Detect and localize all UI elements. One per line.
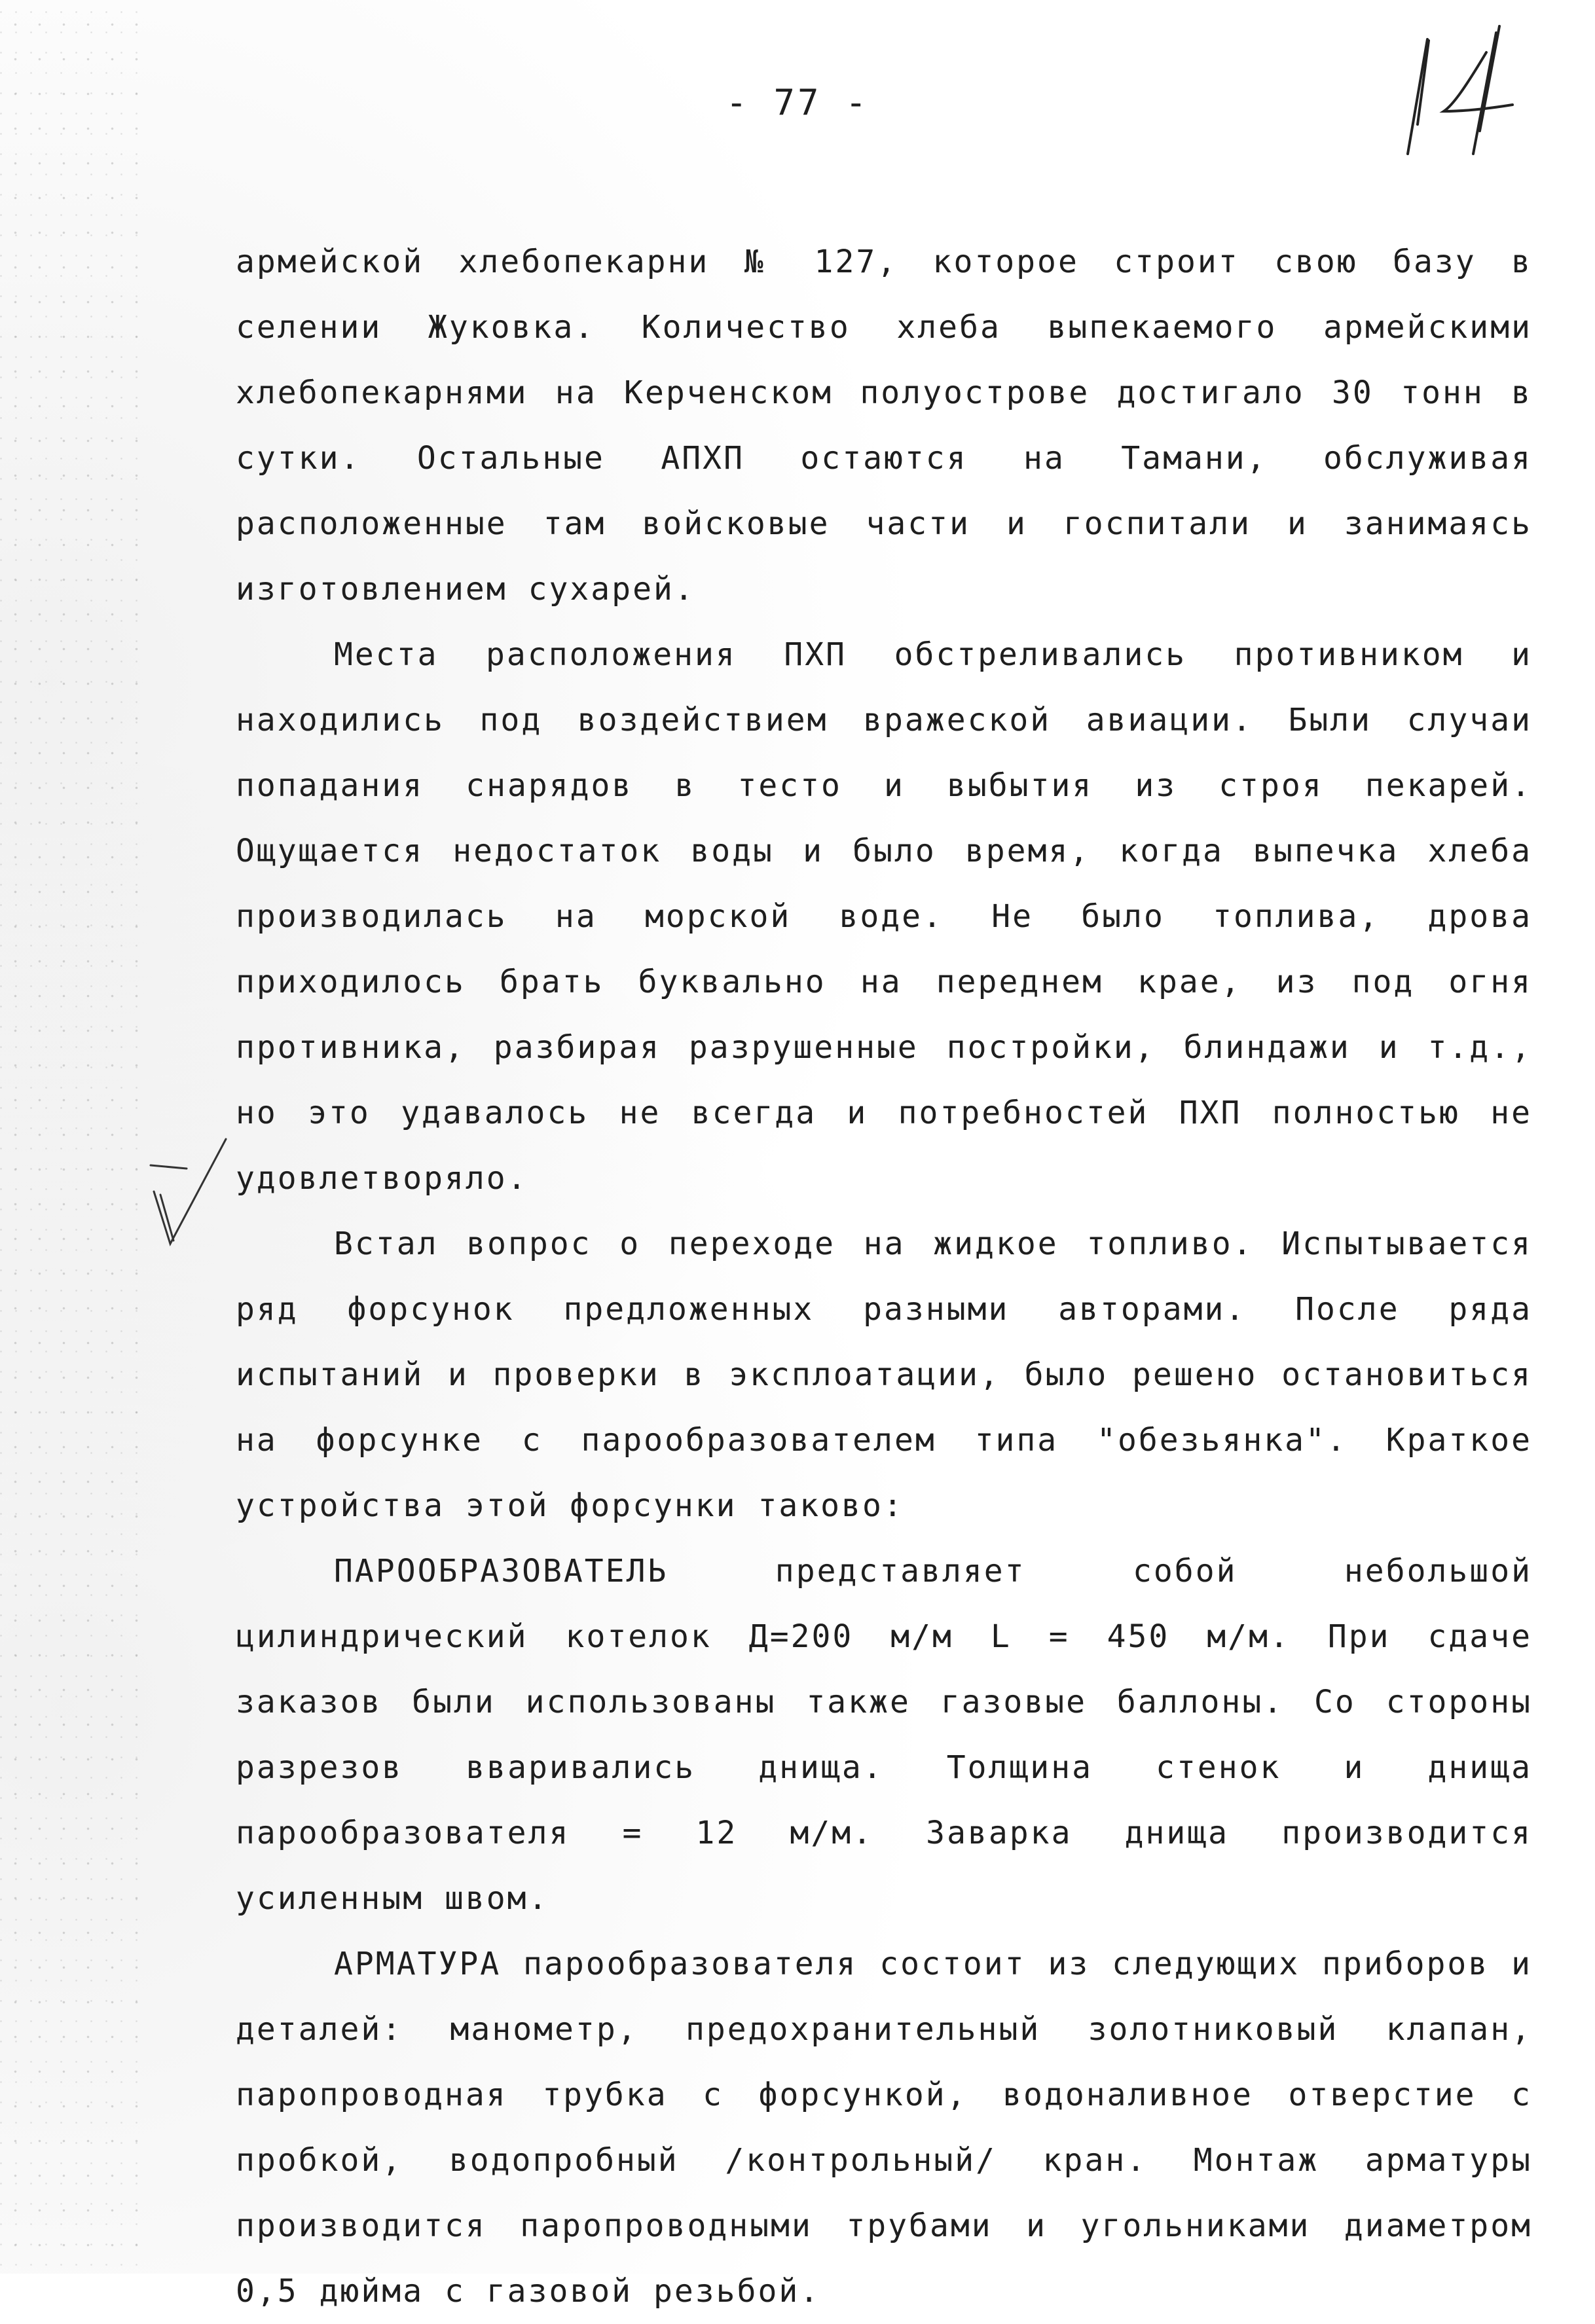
archive-number-handwritten — [1382, 13, 1539, 157]
document-body — [236, 229, 1532, 2324]
paragraph: ПАРООБРАЗОВАТЕЛЬ представляет собой небольшой цилиндрический котелок Д=200 м/м L = 450 м/м. При сдаче заказов были использованы также газовые баллоны. Со стороны разрезов вваривались днища. Толщина стенок и днища парообразователя = 12 м/м. Заварка днища производится усиленным швом. — [236, 1553, 1532, 1917]
scan-noise — [0, 0, 151, 2274]
margin-check-mark — [147, 1133, 239, 1263]
paragraph: армейской хлебопекарни № 127, которое строит свою базу в селении Жуковка. Количество хлеба выпекаемого армейскими хлебопекарнями на Керченском полуострове достигало 30 тонн в сутки. Остальные АПХП остаются на Тамани, обслуживая расположенные там войсковые части и госпитали и занимаясь изготовлением сухарей. — [236, 244, 1532, 608]
page-number: - 77 - — [725, 82, 870, 123]
paragraph: АРМАТУРА парообразователя состоит из следующих приборов и деталей: манометр, предохранительный золотниковый клапан, паропроводная трубка с форсункой, водоналивное отверстие с пробкой, водопробный /контрольный/ кран. Монтаж арматуры производится паропроводными трубами и угольниками диаметром 0,5 дюйма с газовой резьбой. — [236, 1946, 1532, 2310]
paragraph: Встал вопрос о переходе на жидкое топливо. Испытывается ряд форсунок предложенных разными авторами. После ряда испытаний и проверки в эксплоатации, было решено остановиться на форсунке с парообразователем типа "обезьянка". Краткое устройства этой форсунки таково: — [236, 1226, 1532, 1524]
paragraph: Места расположения ПХП обстреливались противником и находились под воздействием вражеской авиации. Были случаи попадания снарядов в тесто и выбытия из строя пекарей. Ощущается недостаток воды и было время, когда выпечка хлеба производилась на морской воде. Не было топлива, дрова приходилось брать буквально на переднем крае, из под огня противника, разбирая разрушенные постройки, блиндажи и т.д., но это удавалось не всегда и потребностей ПХП полностью не удовлетворяло. — [236, 636, 1532, 1197]
